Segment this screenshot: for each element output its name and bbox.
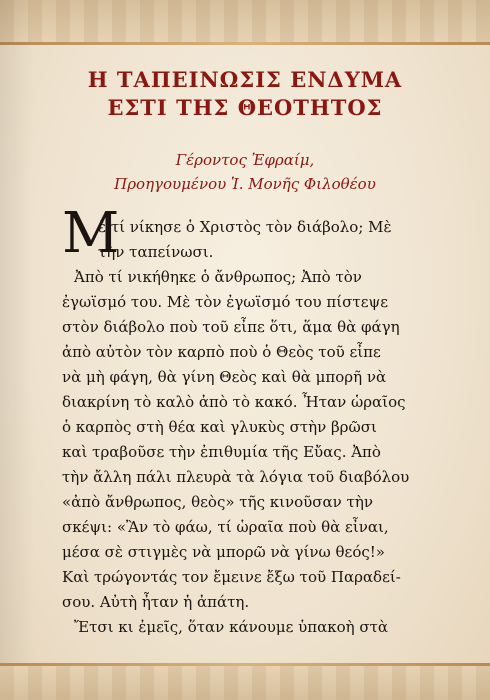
body-line: τὴν ἄλλη πάλι πλευρὰ τὰ λόγια τοῦ διαβόλου	[62, 468, 410, 486]
article-title-line-1: Η ΤΑΠΕΙΝΩΣΙΣ ΕΝΔΥΜΑ	[87, 67, 403, 92]
ornamental-header-band	[0, 0, 490, 42]
body-line: ἐγωϊσμό του. Μὲ τὸν ἐγωϊσμό του πίστεψε	[62, 293, 389, 311]
body-line: «ἀπὸ ἄνθρωπος, θεὸς» τῆς κινοῦσαν τὴν	[62, 493, 373, 511]
body-line: καὶ τραβοῦσε τὴν ἐπιθυμία τῆς Εὔας. Ἀπὸ	[62, 443, 381, 461]
author-affiliation: Προηγουμένου Ἱ. Μονῆς Φιλοθέου	[114, 175, 376, 193]
ornamental-footer-band	[0, 666, 490, 700]
body-line: Καὶ τρώγοντάς τον ἔμεινε ἔξω τοῦ Παραδεί-	[62, 568, 401, 586]
body-line: στὸν διάβολο ποὺ τοῦ εἶπε ὅτι, ἅμα θὰ φάγη	[62, 318, 400, 336]
body-line: Ἀπὸ τί νικήθηκε ὁ ἄνθρωπος; Ἀπὸ τὸν	[74, 268, 362, 286]
body-line: τὴν ταπείνωσι.	[98, 243, 214, 261]
author-name: Γέροντος Ἐφραίμ,	[175, 151, 315, 169]
body-line: ὲ τί νίκησε ὁ Χριστὸς τὸν διάβολο; Μὲ	[98, 218, 392, 236]
body-line: διακρίνη τὸ καλὸ ἀπὸ τὸ κακό. Ἦταν ὡραῖος	[62, 393, 406, 411]
body-line: ὁ καρπὸς στὴ θέα καὶ γλυκὺς στὴν βρῶσι	[62, 418, 377, 436]
drop-cap: Μ	[62, 201, 120, 266]
body-line: ἀπὸ αὐτὸν τὸν καρπὸ ποὺ ὁ Θεὸς τοῦ εἶπε	[62, 343, 381, 361]
body-line: σκέψι: «Ἂν τὸ φάω, τί ὡραῖα ποὺ θὰ εἶναι,	[62, 518, 389, 536]
header-gold-rule	[0, 42, 490, 45]
body-line: νὰ μὴ φάγη, θὰ γίνη Θεὸς καὶ θὰ μπορῆ νὰ	[62, 368, 387, 386]
body-line: σου. Αὐτὴ ἦταν ἡ ἀπάτη.	[62, 593, 250, 611]
body-line: μέσα σὲ στιγμὲς νὰ μπορῶ νὰ γίνω θεός!»	[62, 543, 385, 561]
article-title-line-2: ΕΣΤΙ ΤΗΣ ΘΕΟΤΗΤΟΣ	[107, 95, 383, 120]
body-line: Ἔτσι κι ἐμεῖς, ὅταν κάνουμε ὑπακοὴ στὰ	[74, 618, 389, 636]
